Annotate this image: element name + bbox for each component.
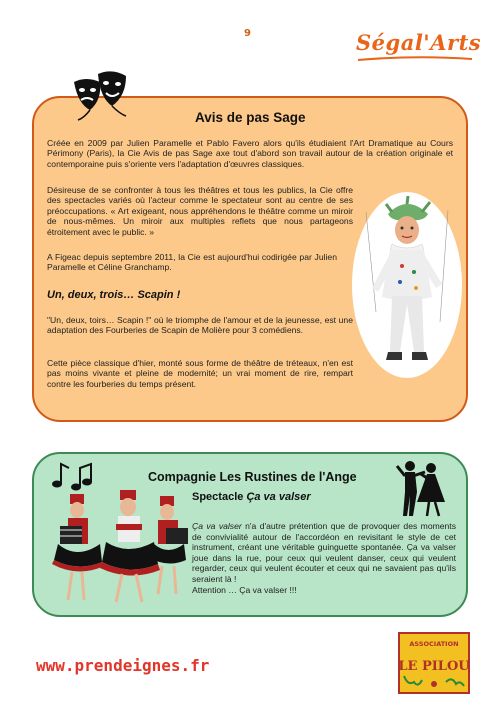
theatre-masks-icon (70, 68, 130, 123)
accordion-dancers-photo (46, 490, 192, 604)
svg-text:LE PILOU: LE PILOU (398, 659, 470, 674)
section2-closing: Attention … Ça va valser !!! (192, 585, 297, 595)
page-number: 9 (244, 28, 251, 39)
website-link[interactable]: www.prendeignes.fr (36, 656, 210, 675)
puppet-photo (352, 192, 462, 378)
music-notes-icon (50, 460, 92, 492)
section2-title: Compagnie Les Rustines de l'Ange (148, 470, 357, 484)
brand-logo: Ségal'Arts (356, 30, 482, 55)
brand-swoosh-icon (356, 56, 474, 62)
section1-paragraph-1: Créée en 2009 par Julien Paramelle et Pablo Favero alors qu'ils étudiaient l'Art Dramatique au Cours Périmony (Paris), la Cie Avis de pas Sage axe tout d'abord son travail autour de la création originale et contemporaine puis s'oriente vers l'adaptation d'œuvres classiques. (47, 138, 453, 169)
section1-paragraph-4: "Un, deux, toirs… Scapin !" où le triomphe de l'amour et de la jeunesse, est une adaptation des Fourberies de Scapin de Molière pour 3 comédiens. (47, 315, 353, 336)
section1-paragraph-2: Désireuse de se confronter à tous les théâtres et tous les publics, la Cie offre des spectacles variés où l'acteur comme le spectateur sont au centre de ses préoccupations. « Art exigeant, nous appréhendons le théâtre comme un miroir de nous-mêmes. Un miroir aux multiples reflets que nous partageons étroitement avec le public. » (47, 185, 353, 237)
section1-paragraph-5: Cette pièce classique d'hier, monté sous forme de théâtre de tréteaux, n'en est pas moins vivante et pleine de modernité; un vrai moment de rire, rempart contre les fourberies du temps présent. (47, 358, 353, 389)
section2-subtitle: Spectacle Ça va valser (192, 491, 311, 503)
le-pilou-logo (398, 632, 470, 694)
section1-paragraph-3: A Figeac depuis septembre 2011, la Cie est aujourd'hui codirigée par Julien Paramelle et Céline Granchamp. (47, 252, 337, 273)
section1-title: Avis de pas Sage (195, 110, 306, 125)
dancing-couple-icon (395, 458, 447, 518)
svg-text:ASSOCIATION: ASSOCIATION (409, 640, 459, 648)
section2-paragraph: Ça va valser n'a d'autre prétention que de provoquer des moments de convivialité autour de l'accordéon en revisitant le style de cet instrument, créant une véritable guinguette spontanée. Ça va valser joue dans la rue, pour ceux qui veulent danser, ceux qui veulent regarder, ceux qui veulent écouter et ceux qui ne savaient pas qu'ils seraient là ! (192, 521, 456, 584)
show-title-scapin: Un, deux, trois… Scapin ! (47, 289, 181, 301)
